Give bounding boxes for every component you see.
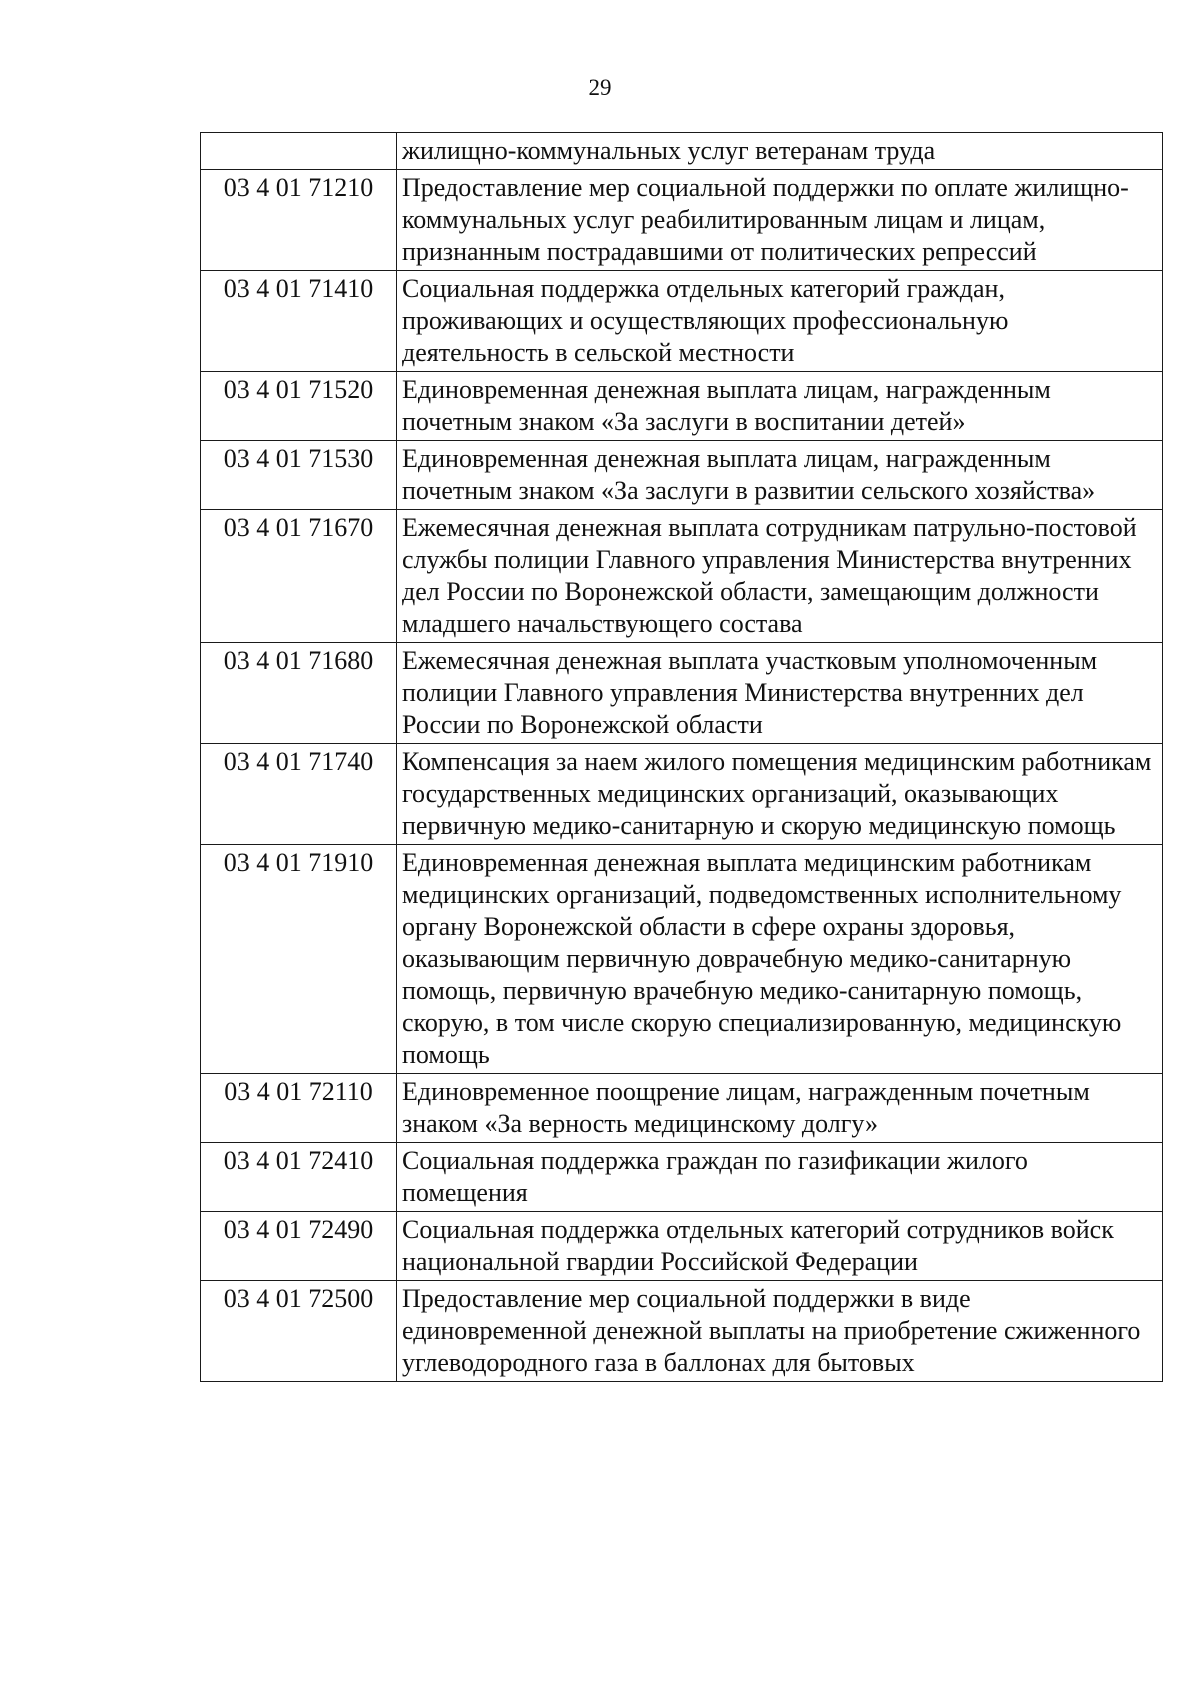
- description-cell: Предоставление мер социальной поддержки по оплате жилищно-коммунальных услуг реабилитированным лицам и лицам, признанным пострадавшими от политических репрессий: [397, 170, 1163, 271]
- table-row: [201, 643, 1163, 744]
- description-cell: Компенсация за наем жилого помещения медицинским работникам государственных медицинских организаций, оказывающих первичную медико-санитарную и скорую медицинскую помощь: [397, 744, 1163, 845]
- table-row: [201, 510, 1163, 643]
- code-cell: 03 4 01 71740: [201, 744, 397, 845]
- code-cell: 03 4 01 71670: [201, 510, 397, 643]
- code-cell: 03 4 01 72500: [201, 1281, 397, 1382]
- page-number: 29: [588, 75, 612, 100]
- table-row: [201, 1212, 1163, 1281]
- table-row: [201, 1281, 1163, 1382]
- description-cell: Единовременная денежная выплата лицам, награжденным почетным знаком «За заслуги в развитии сельского хозяйства»: [397, 441, 1163, 510]
- table-body: [201, 133, 1163, 1382]
- table-row: [201, 133, 1163, 170]
- description-cell: Социальная поддержка граждан по газификации жилого помещения: [397, 1143, 1163, 1212]
- table-row: [201, 170, 1163, 271]
- description-cell: Социальная поддержка отдельных категорий сотрудников войск национальной гвардии Российской Федерации: [397, 1212, 1163, 1281]
- code-cell: 03 4 01 72490: [201, 1212, 397, 1281]
- code-cell: [201, 133, 397, 170]
- code-cell: 03 4 01 72410: [201, 1143, 397, 1212]
- table-row: [201, 372, 1163, 441]
- description-cell: Единовременная денежная выплата медицинским работникам медицинских организаций, подведомственных исполнительному органу Воронежской области в сфере охраны здоровья, оказывающим первичную доврачебную медико-санитарную помощь, первичную врачебную медико-санитарную помощь, скорую, в том числе скорую специализированную, медицинскую помощь: [397, 845, 1163, 1074]
- description-cell: Предоставление мер социальной поддержки в виде единовременной денежной выплаты на приобретение сжиженного углеводородного газа в баллонах для бытовых: [397, 1281, 1163, 1382]
- description-cell: Ежемесячная денежная выплата участковым уполномоченным полиции Главного управления Министерства внутренних дел России по Воронежской области: [397, 643, 1163, 744]
- budget-codes-table: [200, 132, 1163, 1382]
- code-cell: 03 4 01 71410: [201, 271, 397, 372]
- code-cell: 03 4 01 72110: [201, 1074, 397, 1143]
- description-cell: Социальная поддержка отдельных категорий граждан, проживающих и осуществляющих профессиональную деятельность в сельской местности: [397, 271, 1163, 372]
- code-cell: 03 4 01 71210: [201, 170, 397, 271]
- code-cell: 03 4 01 71530: [201, 441, 397, 510]
- description-cell: Единовременное поощрение лицам, награжденным почетным знаком «За верность медицинскому долгу»: [397, 1074, 1163, 1143]
- description-cell: Единовременная денежная выплата лицам, награжденным почетным знаком «За заслуги в воспитании детей»: [397, 372, 1163, 441]
- table-row: [201, 744, 1163, 845]
- code-cell: 03 4 01 71680: [201, 643, 397, 744]
- description-cell: Ежемесячная денежная выплата сотрудникам патрульно-постовой службы полиции Главного управления Министерства внутренних дел России по Воронежской области, замещающим должности младшего начальствующего состава: [397, 510, 1163, 643]
- table-row: [201, 271, 1163, 372]
- code-cell: 03 4 01 71910: [201, 845, 397, 1074]
- table-row: [201, 1143, 1163, 1212]
- description-cell: жилищно-коммунальных услуг ветеранам труда: [397, 133, 1163, 170]
- code-cell: 03 4 01 71520: [201, 372, 397, 441]
- table-row: [201, 1074, 1163, 1143]
- table-row: [201, 441, 1163, 510]
- table-row: [201, 845, 1163, 1074]
